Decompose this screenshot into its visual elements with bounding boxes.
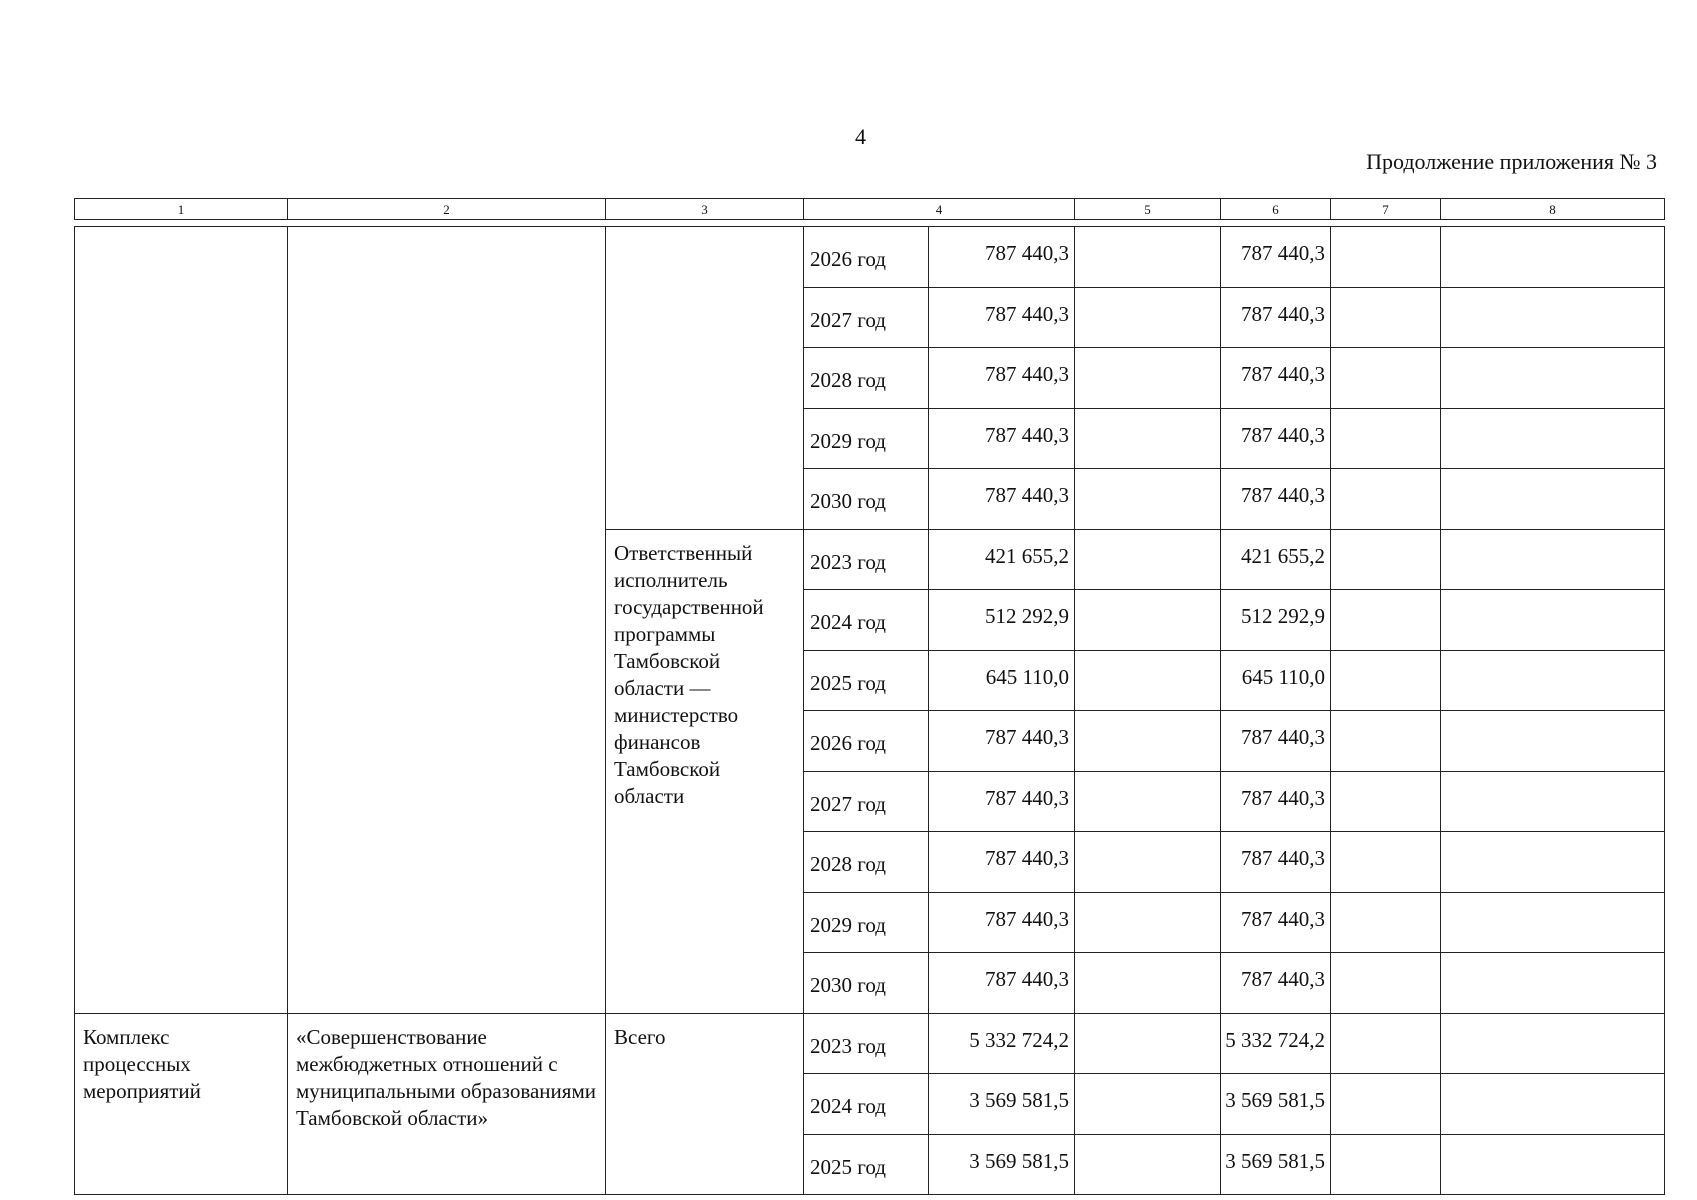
total-amount-cell: 645 110,0 xyxy=(929,650,1075,711)
column-7-cell xyxy=(1331,227,1441,288)
year-cell: 2025 год xyxy=(804,650,929,711)
table-row xyxy=(75,227,1665,288)
column-7-cell xyxy=(1331,287,1441,348)
year-cell: 2023 год xyxy=(804,529,929,590)
column-7-cell xyxy=(1331,892,1441,953)
year-cell: 2024 год xyxy=(804,590,929,651)
year-cell: 2023 год xyxy=(804,1013,929,1074)
column-5-cell xyxy=(1075,1134,1221,1195)
column-5-cell xyxy=(1075,227,1221,288)
column-5-cell xyxy=(1075,650,1221,711)
column-number-2: 2 xyxy=(288,199,606,220)
column-5-cell xyxy=(1075,771,1221,832)
column-5-cell xyxy=(1075,348,1221,409)
column-6-amount-cell: 787 440,3 xyxy=(1221,348,1331,409)
funding-source-cell xyxy=(606,227,804,530)
column-5-cell xyxy=(1075,287,1221,348)
year-cell: 2029 год xyxy=(804,408,929,469)
year-cell: 2028 год xyxy=(804,348,929,409)
column-6-amount-cell: 787 440,3 xyxy=(1221,892,1331,953)
year-cell: 2030 год xyxy=(804,469,929,530)
column-5-cell xyxy=(1075,529,1221,590)
column-5-cell xyxy=(1075,892,1221,953)
column-6-amount-cell: 5 332 724,2 xyxy=(1221,1013,1331,1074)
column-7-cell xyxy=(1331,348,1441,409)
column-5-cell xyxy=(1075,711,1221,772)
column-7-cell xyxy=(1331,529,1441,590)
column-7-cell xyxy=(1331,711,1441,772)
column-8-cell xyxy=(1441,227,1665,288)
column-6-amount-cell: 512 292,9 xyxy=(1221,590,1331,651)
total-amount-cell: 787 440,3 xyxy=(929,287,1075,348)
column-6-amount-cell: 3 569 581,5 xyxy=(1221,1134,1331,1195)
column-8-cell xyxy=(1441,287,1665,348)
column-7-cell xyxy=(1331,590,1441,651)
column-5-cell xyxy=(1075,590,1221,651)
column-6-amount-cell: 645 110,0 xyxy=(1221,650,1331,711)
column-8-cell xyxy=(1441,469,1665,530)
column-8-cell xyxy=(1441,650,1665,711)
total-amount-cell: 3 569 581,5 xyxy=(929,1134,1075,1195)
column-8-cell xyxy=(1441,892,1665,953)
column-8-cell xyxy=(1441,711,1665,772)
item-name-cell xyxy=(288,227,606,1014)
column-number-7: 7 xyxy=(1331,199,1441,220)
column-6-amount-cell: 787 440,3 xyxy=(1221,469,1331,530)
column-7-cell xyxy=(1331,1074,1441,1135)
total-amount-cell: 787 440,3 xyxy=(929,408,1075,469)
complex-type-cell: Комплекс процессных мероприятий xyxy=(75,1013,288,1195)
total-amount-cell: 787 440,3 xyxy=(929,348,1075,409)
column-8-cell xyxy=(1441,408,1665,469)
column-8-cell xyxy=(1441,1134,1665,1195)
column-7-cell xyxy=(1331,469,1441,530)
total-amount-cell: 787 440,3 xyxy=(929,469,1075,530)
column-5-cell xyxy=(1075,1074,1221,1135)
complex-source-cell: Всего xyxy=(606,1013,804,1195)
column-6-amount-cell: 787 440,3 xyxy=(1221,953,1331,1014)
year-cell: 2029 год xyxy=(804,892,929,953)
year-cell: 2027 год xyxy=(804,771,929,832)
column-6-amount-cell: 787 440,3 xyxy=(1221,287,1331,348)
column-number-3: 3 xyxy=(606,199,804,220)
column-number-1: 1 xyxy=(75,199,288,220)
column-5-cell xyxy=(1075,408,1221,469)
column-number-4: 4 xyxy=(804,199,1075,220)
total-amount-cell: 787 440,3 xyxy=(929,771,1075,832)
total-amount-cell: 787 440,3 xyxy=(929,711,1075,772)
column-6-amount-cell: 787 440,3 xyxy=(1221,832,1331,893)
year-cell: 2026 год xyxy=(804,711,929,772)
total-amount-cell: 421 655,2 xyxy=(929,529,1075,590)
year-cell: 2024 год xyxy=(804,1074,929,1135)
year-cell: 2027 год xyxy=(804,287,929,348)
column-5-cell xyxy=(1075,953,1221,1014)
table-row xyxy=(75,1013,1665,1074)
column-7-cell xyxy=(1331,953,1441,1014)
total-amount-cell: 3 569 581,5 xyxy=(929,1074,1075,1135)
year-cell: 2028 год xyxy=(804,832,929,893)
total-amount-cell: 787 440,3 xyxy=(929,832,1075,893)
year-cell: 2026 год xyxy=(804,227,929,288)
column-6-amount-cell: 3 569 581,5 xyxy=(1221,1074,1331,1135)
column-7-cell xyxy=(1331,832,1441,893)
column-number-row xyxy=(75,199,1665,220)
column-8-cell xyxy=(1441,771,1665,832)
column-6-amount-cell: 787 440,3 xyxy=(1221,227,1331,288)
column-6-amount-cell: 787 440,3 xyxy=(1221,408,1331,469)
column-5-cell xyxy=(1075,1013,1221,1074)
column-6-amount-cell: 787 440,3 xyxy=(1221,711,1331,772)
column-8-cell xyxy=(1441,953,1665,1014)
total-amount-cell: 787 440,3 xyxy=(929,953,1075,1014)
total-amount-cell: 5 332 724,2 xyxy=(929,1013,1075,1074)
column-6-amount-cell: 787 440,3 xyxy=(1221,771,1331,832)
complex-name-cell: «Совершенствование межбюджетных отношений с муниципальными образованиями Тамбовской области» xyxy=(288,1013,606,1195)
year-cell: 2025 год xyxy=(804,1134,929,1195)
column-8-cell xyxy=(1441,1074,1665,1135)
column-8-cell xyxy=(1441,590,1665,651)
column-number-8: 8 xyxy=(1441,199,1665,220)
item-type-cell xyxy=(75,227,288,1014)
financing-table xyxy=(74,226,1665,1195)
column-6-amount-cell: 421 655,2 xyxy=(1221,529,1331,590)
column-7-cell xyxy=(1331,650,1441,711)
column-7-cell xyxy=(1331,1013,1441,1074)
column-number-5: 5 xyxy=(1075,199,1221,220)
column-8-cell xyxy=(1441,1013,1665,1074)
responsible-executor-cell: Ответственный исполнитель государственной программы Тамбовской области — министерство финансов Тамбовской области xyxy=(606,529,804,1013)
column-7-cell xyxy=(1331,1134,1441,1195)
column-5-cell xyxy=(1075,469,1221,530)
column-7-cell xyxy=(1331,771,1441,832)
column-7-cell xyxy=(1331,408,1441,469)
year-cell: 2030 год xyxy=(804,953,929,1014)
page-number: 4 xyxy=(855,124,866,149)
total-amount-cell: 512 292,9 xyxy=(929,590,1075,651)
column-number-header xyxy=(74,198,1665,220)
continuation-label: Продолжение приложения № 3 xyxy=(1366,149,1657,174)
column-5-cell xyxy=(1075,832,1221,893)
column-number-6: 6 xyxy=(1221,199,1331,220)
column-8-cell xyxy=(1441,348,1665,409)
total-amount-cell: 787 440,3 xyxy=(929,892,1075,953)
column-8-cell xyxy=(1441,832,1665,893)
column-8-cell xyxy=(1441,529,1665,590)
total-amount-cell: 787 440,3 xyxy=(929,227,1075,288)
